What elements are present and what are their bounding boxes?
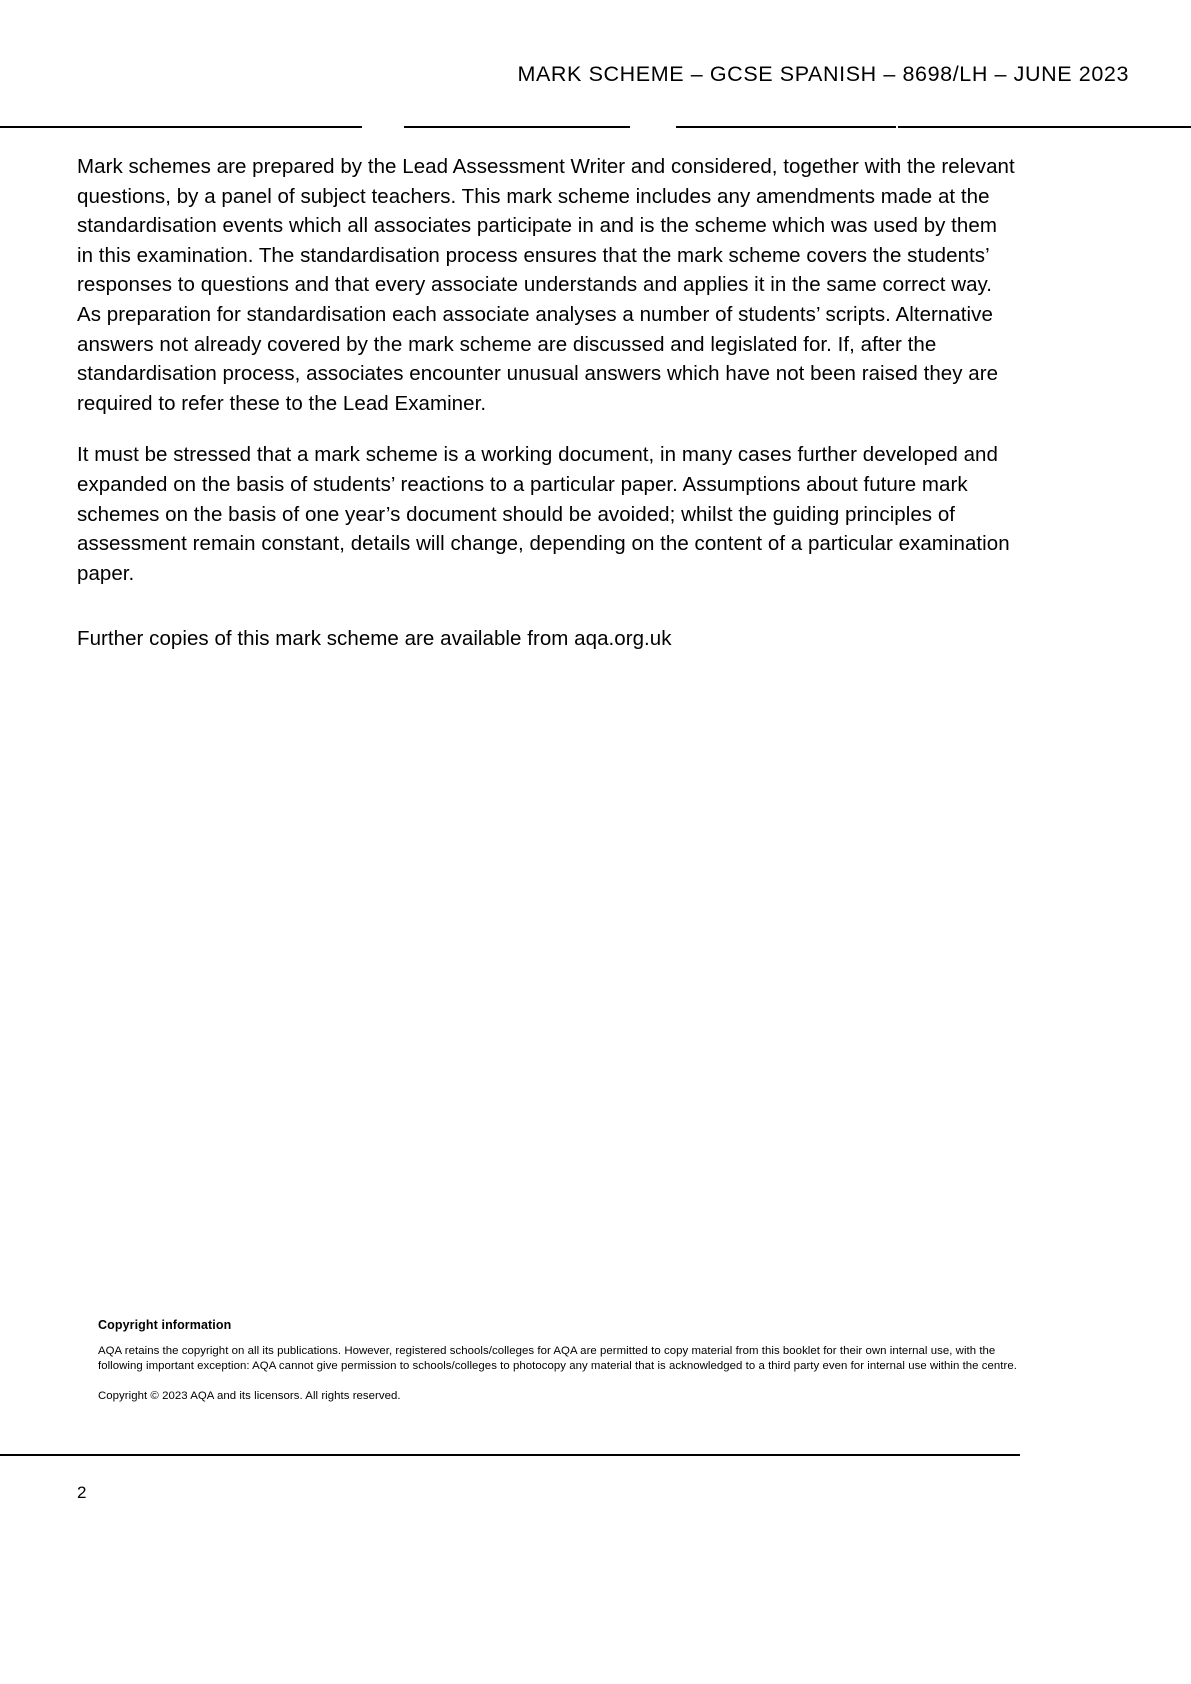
- copyright-notice: Copyright © 2023 AQA and its licensors. All rights reserved.: [98, 1389, 401, 1402]
- header-divider-segment: [404, 126, 630, 128]
- copyright-statement: AQA retains the copyright on all its publications. However, registered schools/colleges for AQA are permitted to copy material from this booklet for their own internal use, with the following important exception: AQA cannot give permission to schools/colleges to photocopy any material that is acknowledged to a third party even for internal use within the centre.: [98, 1345, 1017, 1373]
- header-divider-segment: [0, 126, 362, 128]
- paragraph-further-copies: Further copies of this mark scheme are available from aqa.org.uk: [77, 627, 672, 651]
- page-number: 2: [77, 1483, 87, 1502]
- body-content: [77, 152, 1017, 676]
- header-divider-segment: [676, 126, 896, 128]
- running-head: MARK SCHEME – GCSE SPANISH – 8698/LH – JUNE 2023: [517, 62, 1129, 86]
- paragraph-working-document: It must be stressed that a mark scheme is a working document, in many cases further developed and expanded on the basis of students’ reactions to a particular paper. Assumptions about future mark schemes on the basis of one year’s document should be avoided; whilst the guiding principles of assessment remain constant, details will change, depending on the content of a particular examination paper.: [77, 443, 1010, 585]
- header-divider-segment: [898, 126, 1191, 128]
- copyright-heading: Copyright information: [98, 1318, 232, 1332]
- footer-divider: [0, 1454, 1020, 1456]
- copyright-block: [98, 1318, 1018, 1404]
- paragraph-mark-scheme-preparation: Mark schemes are prepared by the Lead Assessment Writer and considered, together with the relevant questions, by a panel of subject teachers. This mark scheme includes any amendments made at the standardisation events which all associates participate in and is the scheme which was used by them in this examination. The standardisation process ensures that the mark scheme covers the students’ responses to questions and that every associate understands and applies it in the same correct way. As preparation for standardisation each associate analyses a number of students’ scripts. Alternative answers not already covered by the mark scheme are discussed and legislated for. If, after the standardisation process, associates encounter unusual answers which have not been raised they are required to refer these to the Lead Examiner.: [77, 155, 1015, 415]
- header-divider: [0, 126, 1191, 128]
